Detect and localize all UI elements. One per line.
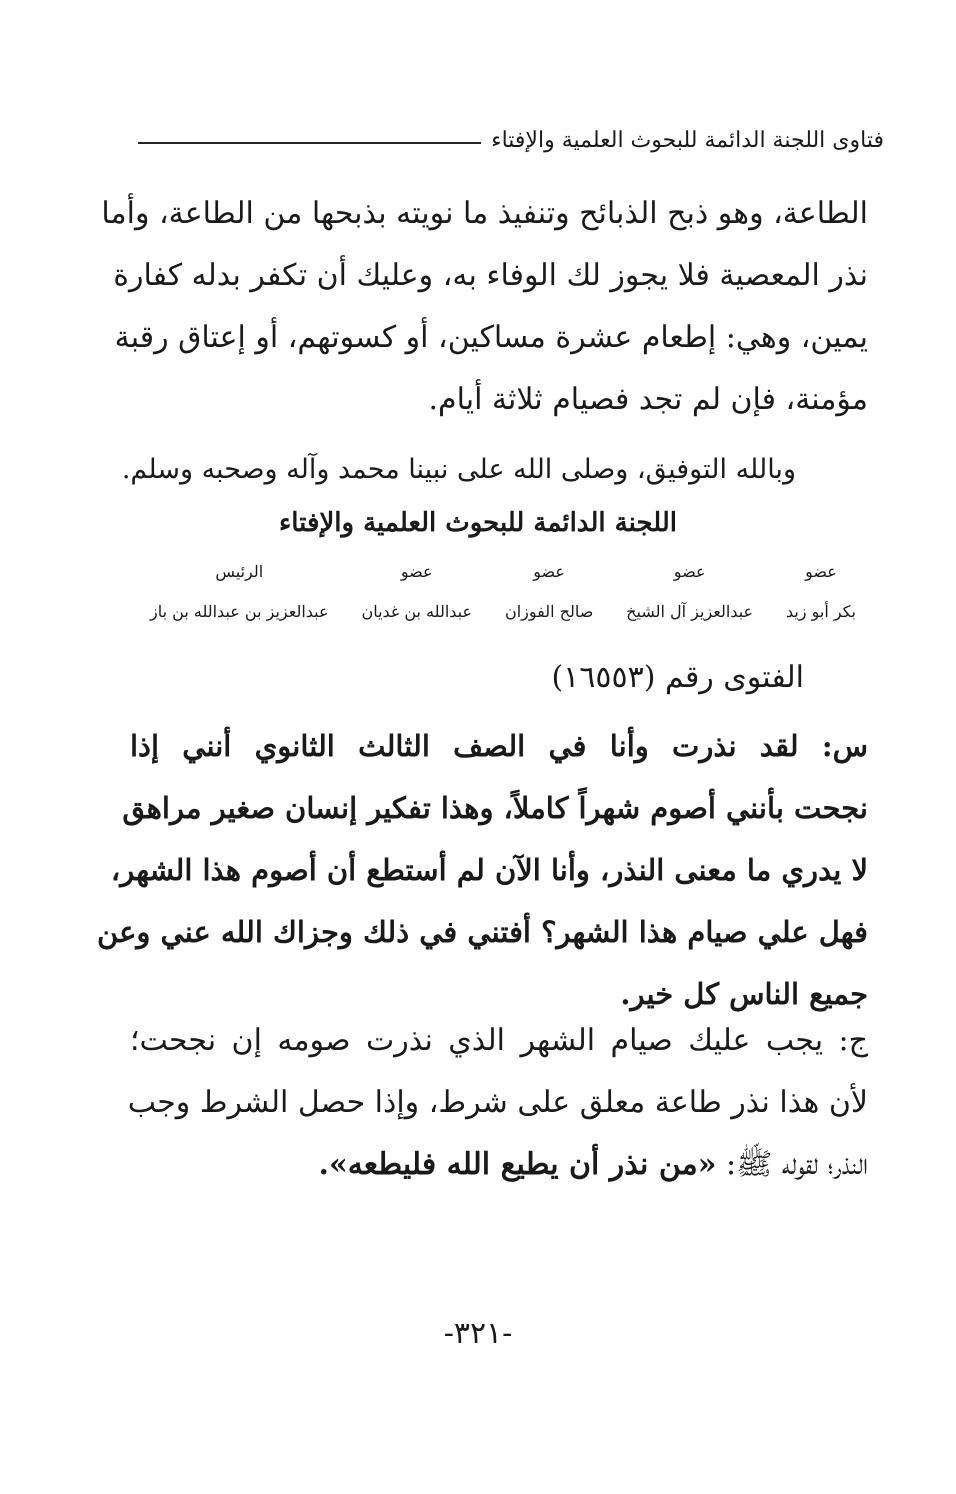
answer-paragraph: [127, 1010, 868, 1196]
signatory-name: بكر أبو زيد: [785, 602, 856, 621]
paragraph-ruling: [101, 183, 868, 431]
text-line: لأن هذا نذر طاعة معلق على شرط، وإذا حصل الشرط وجب: [127, 1085, 868, 1120]
text-line: فهل علي صيام هذا الشهر؟ أفتني في ذلك وجزاك الله عني وعن: [97, 915, 868, 949]
signatories: [150, 558, 856, 626]
signatory-role: عضو: [805, 562, 837, 581]
signatory: [150, 558, 329, 626]
signatory-name: عبدالعزيز آل الشيخ: [626, 602, 754, 621]
signatory: [786, 558, 856, 626]
text-line: س: لقد نذرت وأنا في الصف الثالث الثانوي أنني إذا: [130, 729, 868, 763]
text-line: جميع الناس كل خير.: [620, 977, 868, 1011]
text-line: يمين، وهي: إطعام عشرة مساكين، أو كسوتهم، أو إعتاق رقبة: [114, 320, 868, 355]
text-line: نجحت بأنني أصوم شهراً كاملاً، وهذا تفكير إنسان صغير مراهق: [122, 791, 868, 825]
text-line: لا يدري ما معنى النذر، وأنا الآن لم أستطع أن أصوم هذا الشهر،: [110, 853, 868, 887]
closing-formula: وبالله التوفيق، وصلى الله على نبينا محمد وآله وصحبه وسلم.: [121, 454, 796, 485]
page-number: -٣٢١-: [443, 1316, 513, 1351]
answer-last-line-text: النذر؛ لقوله ﷺ:: [716, 1147, 868, 1182]
signatory-name: عبدالله بن غديان: [361, 602, 473, 621]
header-title: فتاوى اللجنة الدائمة للبحوث العلمية والإفتاء: [491, 128, 884, 153]
committee-title: اللجنة الدائمة للبحوث العلمية والإفتاء: [279, 508, 677, 538]
signatory-name: عبدالعزيز بن عبدالله بن باز: [150, 602, 329, 621]
signatory-name: صالح الفوزان: [504, 602, 594, 621]
signatory: [505, 558, 593, 626]
header-rule: [138, 142, 481, 144]
signatory-role: عضو: [673, 562, 706, 581]
signatory-role: عضو: [533, 562, 565, 581]
signatory: [626, 558, 753, 626]
running-header: [138, 128, 884, 153]
text-line: الطاعة، وهو ذبح الذبائح وتنفيذ ما نويته بذبحها من الطاعة، وأما: [101, 196, 868, 231]
signatory-role: الرئيس: [215, 562, 264, 581]
fatwa-number: الفتوى رقم (١٦٥٥٣): [551, 660, 804, 695]
signatory-role: عضو: [400, 562, 433, 581]
text-line: ج: يجب عليك صيام الشهر الذي نذرت صومه إن نجحت؛: [130, 1023, 868, 1058]
signatory: [361, 558, 472, 626]
question-paragraph: [97, 715, 868, 1025]
text-line: مؤمنة، فإن لم تجد فصيام ثلاثة أيام.: [428, 382, 868, 417]
text-line: [130, 1134, 868, 1196]
text-line: نذر المعصية فلا يجوز لك الوفاء به، وعليك أن تكفر بدله كفارة: [113, 258, 868, 293]
hadith-quote: «من نذر أن يطيع الله فليطعه».: [318, 1147, 717, 1182]
